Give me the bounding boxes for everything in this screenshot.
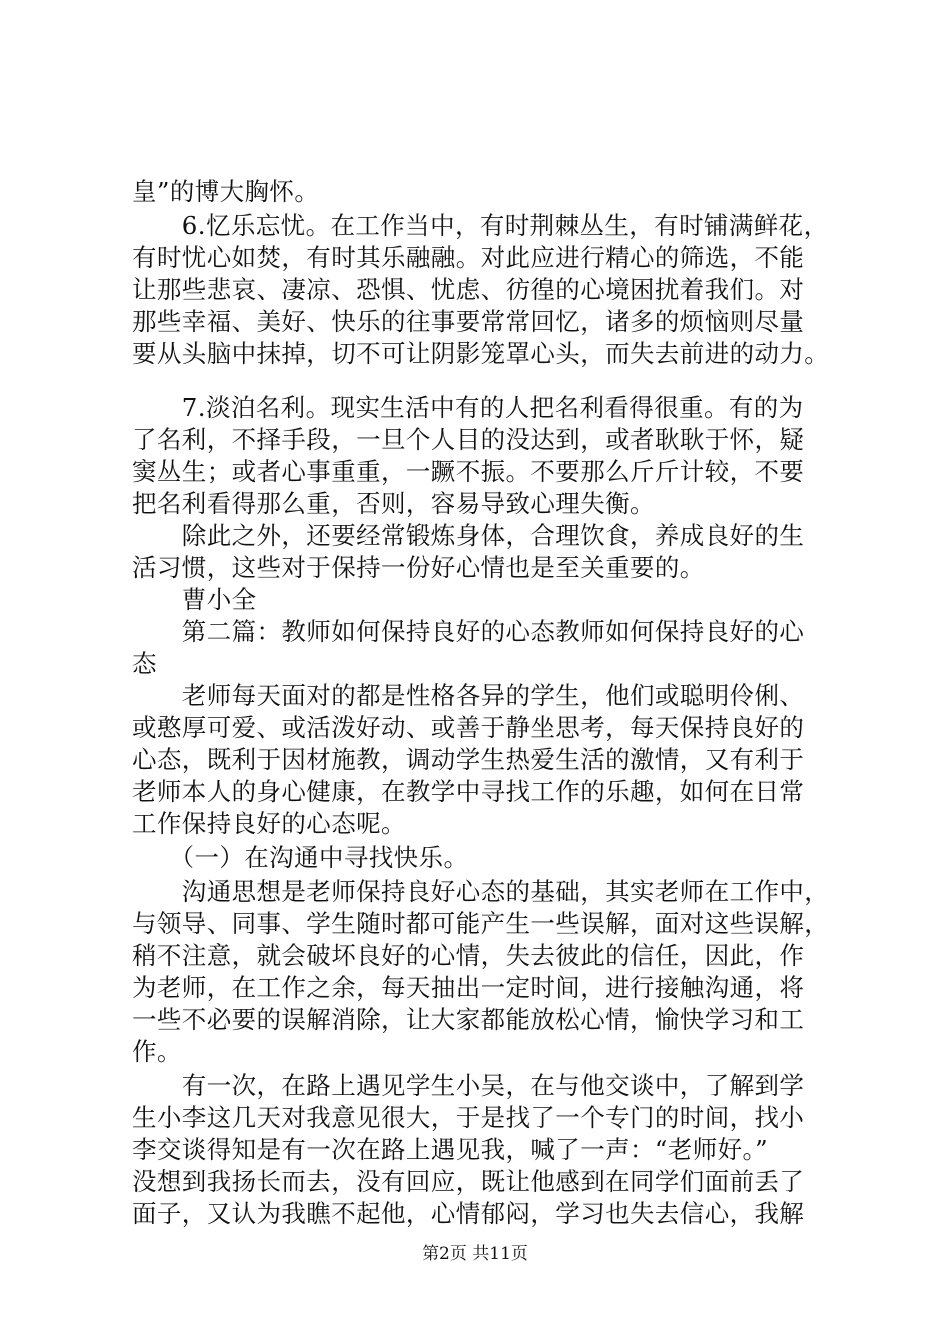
text-line: 皇”的博大胸怀。 [132, 177, 320, 206]
text-line: 有时忧心如焚，有时其乐融融。对此应进行精心的筛选，不能 [132, 243, 805, 272]
text-line: 除此之外，还要经常锻炼身体，合理饮食，养成良好的生 [132, 521, 805, 550]
text-line: 让那些悲哀、凄凉、恐惧、忧虑、彷徨的心境困扰着我们。对 [132, 275, 805, 304]
text-line: 一些不必要的误解消除，让大家都能放松心情，愉快学习和工 [132, 1005, 805, 1034]
text-line: 活习惯，这些对于保持一份好心情也是至关重要的。 [132, 553, 705, 582]
text-line: 第二篇：教师如何保持良好的心态教师如何保持良好的心 [132, 617, 805, 646]
text-line: 6.忆乐忘忧。在工作当中，有时荆棘丛生，有时铺满鲜花， [132, 211, 829, 240]
text-line: 作。 [132, 1037, 182, 1066]
text-line: 心态，既利于因材施教，调动学生热爱生活的激情，又有利于 [132, 745, 805, 774]
text-line: 7.淡泊名利。现实生活中有的人把名利看得很重。有的为 [132, 393, 804, 422]
text-line: 窦丛生；或者心事重重，一蹶不振。不要那么斤斤计较，不要 [132, 457, 805, 486]
text-line: 为老师，在工作之余，每天抽出一定时间，进行接触沟通，将 [132, 973, 805, 1002]
text-line: 李交谈得知是有一次在路上遇见我，喊了一声：“老师好。” [132, 1135, 769, 1164]
text-line: 有一次，在路上遇见学生小吴，在与他交谈中，了解到学 [132, 1071, 805, 1100]
text-line: 工作保持良好的心态呢。 [132, 809, 406, 838]
text-line: 与领导、同事、学生随时都可能产生一些误解，面对这些误解， [132, 909, 830, 938]
text-line: 或憨厚可爱、或活泼好动、或善于静坐思考，每天保持良好的 [132, 713, 805, 742]
text-line: 了名利，不择手段，一旦个人目的没达到，或者耿耿于怀，疑 [132, 425, 805, 454]
text-line: 曹小全 [132, 585, 257, 614]
text-line: 沟通思想是老师保持良好心态的基础，其实老师在工作中， [132, 877, 830, 906]
text-line: 那些幸福、美好、快乐的往事要常常回忆，诸多的烦恼则尽量 [132, 307, 805, 336]
text-line: 把名利看得那么重，否则，容易导致心理失衡。 [132, 489, 655, 518]
text-line: 稍不注意，就会破坏良好的心情，失去彼此的信任，因此，作 [132, 941, 805, 970]
text-line: 老师每天面对的都是性格各异的学生，他们或聪明伶俐、 [132, 681, 805, 710]
text-line: 生小李这几天对我意见很大，于是找了一个专门的时间，找小 [132, 1103, 805, 1132]
text-line: 要从头脑中抹掉，切不可让阴影笼罩心头，而失去前进的动力。 [132, 339, 830, 368]
text-line: 没想到我扬长而去，没有回应，既让他感到在同学们面前丢了 [132, 1167, 805, 1196]
page-footer: 第2页 共11页 [422, 1244, 528, 1264]
text-line: 面子，又认为我瞧不起他，心情郁闷，学习也失去信心，我解 [132, 1199, 805, 1228]
text-line: 老师本人的身心健康，在教学中寻找工作的乐趣，如何在日常 [132, 777, 805, 806]
text-line: 态 [132, 649, 157, 678]
text-line: （一）在沟通中寻找快乐。 [132, 843, 469, 872]
